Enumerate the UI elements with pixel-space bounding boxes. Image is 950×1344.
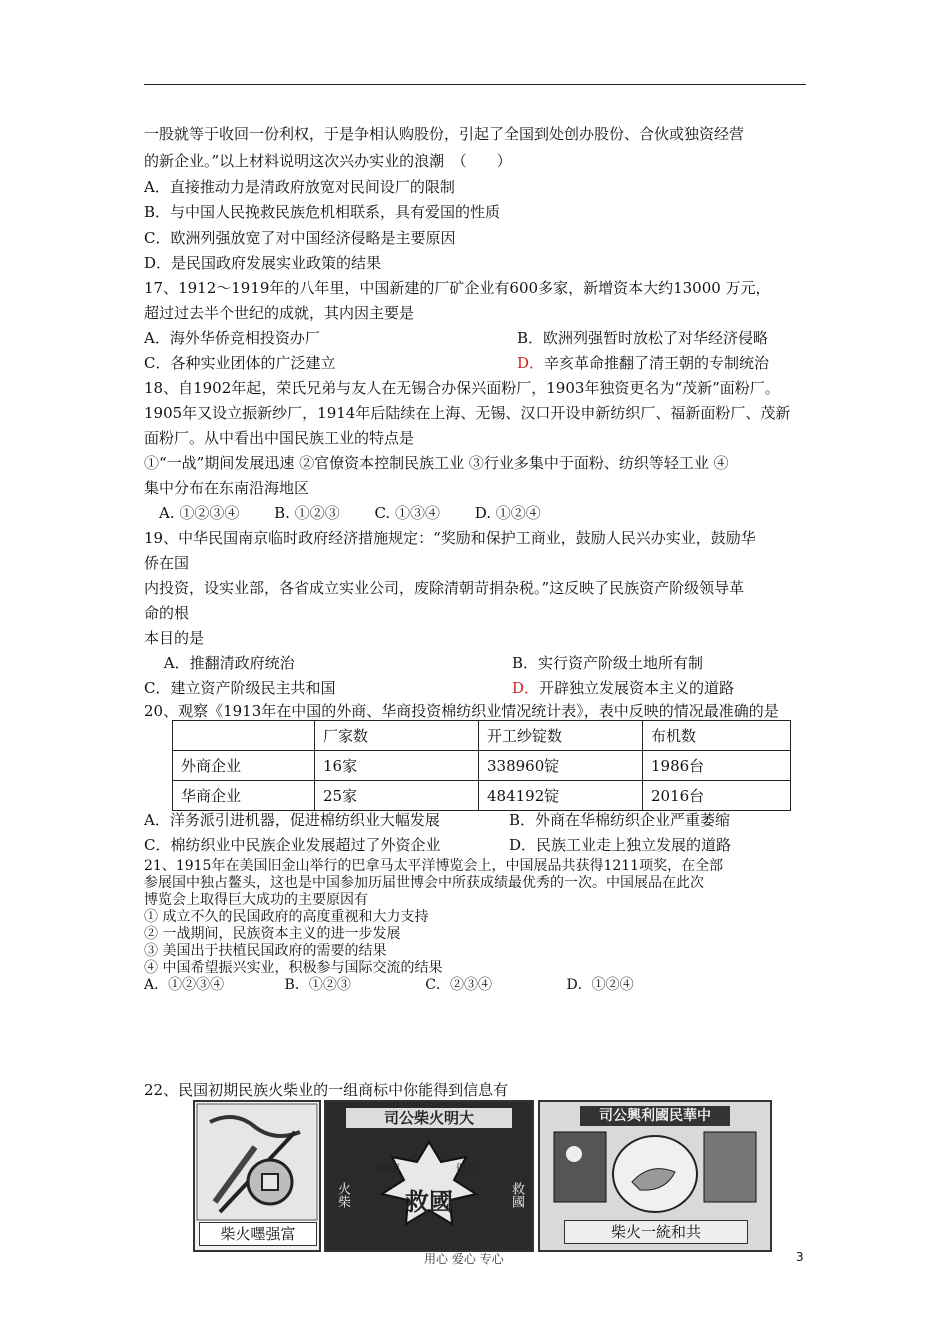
option-c: C．建立资产阶级民主共和国 [144, 679, 336, 697]
table-cell: 1986台 [643, 751, 791, 781]
question-21-item: ② 一战期间，民族资本主义的进一步发展 [144, 926, 401, 942]
star-burst-emblem [326, 1102, 532, 1252]
question-19-cont: 侨在国 [144, 554, 190, 572]
option-d: D．是民国政府发展实业政策的结果 [144, 254, 382, 272]
text-line: 一股就等于收回一份利权，于是争相认购股份，引起了全国到处创办股份、合伙或独资经营 [144, 125, 745, 143]
question-21-item: ③ 美国出于扶植民国政府的需要的结果 [144, 943, 387, 959]
option-a: A．推翻清政府统治 [144, 654, 295, 672]
question-18: 18、自1902年起，荣氏兄弟与友人在无锡合办保兴面粉厂，1903年独资更名为“茂新”面粉厂。 [144, 379, 780, 397]
page-number: 3 [796, 1250, 804, 1264]
match-label-image-1 [193, 1100, 321, 1252]
question-21-options: A．①②③④ B．①②③ C．②③④ D．①②④ [144, 977, 634, 993]
answer-mark: D． [517, 354, 545, 372]
label-center-text: 救國 [405, 1187, 453, 1216]
question-17: 17、1912～1919年的八年里，中国新建的厂矿企业有600多家，新增资本大约13000 万元， [144, 279, 771, 297]
option-a: A．洋务派引进机器，促进棉纺织业大幅发展 [144, 811, 440, 829]
question-21: 21、1915年在美国旧金山举行的巴拿马太平洋博览会上，中国展品共获得1211项奖，在全部 [144, 858, 724, 874]
question-19-cont: 内投资，设实业部，各省成立实业公司，废除清朝苛捐杂税。”这反映了民族资产阶级领导革 [144, 579, 745, 597]
table-header-cell: 厂家数 [315, 721, 479, 751]
table-cell: 484192锭 [479, 781, 643, 811]
label-side-text: 救國 [509, 1182, 524, 1208]
table-cell: 25家 [315, 781, 479, 811]
table-row [173, 781, 791, 811]
option-c: C．欧洲列强放宽了对中国经济侵略是主要原因 [144, 229, 456, 247]
label-banner: 司公興利國民華中 [580, 1106, 730, 1126]
question-18-options: A. ①②③④ B. ①②③ C. ①③④ D. ①②④ [144, 504, 541, 522]
option-b: B．实行资产阶级土地所有制 [512, 654, 704, 672]
question-18-items: ①“一战”期间发展迅速 ②官僚资本控制民族工业 ③行业多集中于面粉、纺织等轻工业 ④ [144, 454, 729, 472]
table-cell: 338960锭 [479, 751, 643, 781]
option-c: C．棉纺织业中民族企业发展超过了外资企业 [144, 836, 441, 854]
question-21-item: ① 成立不久的民国政府的高度重视和大力支持 [144, 909, 429, 925]
statistics-table [172, 720, 791, 811]
label-caption: 柴火嚜强富 [199, 1222, 317, 1246]
option-c: C．各种实业团体的广泛建立 [144, 354, 336, 372]
answer-mark: D． [512, 679, 540, 697]
question-21-cont: 博览会上取得巨大成功的主要原因有 [144, 892, 368, 908]
question-21-cont: 参展国中独占鳌头，这也是中国参加历届世博会中所获成绩最优秀的一次。中国展品在此次 [144, 875, 704, 891]
question-19: 19、中华民国南京临时政府经济措施规定：“奖励和保护工商业，鼓励人民兴办实业，鼓励华 [144, 529, 756, 547]
header-rule [144, 84, 806, 85]
table-cell: 2016台 [643, 781, 791, 811]
option-a: A．直接推动力是清政府放宽对民间设厂的限制 [144, 178, 455, 196]
question-18-items: 集中分布在东南沿海地区 [144, 479, 310, 497]
label-small-text: 冊註 [456, 1162, 478, 1175]
table-cell: 外商企业 [173, 751, 315, 781]
table-header-cell: 布机数 [643, 721, 791, 751]
label-small-text: 標商 [378, 1162, 400, 1175]
table-header-row [173, 721, 791, 751]
question-19-cont: 本目的是 [144, 629, 205, 647]
question-21-item: ④ 中国希望振兴实业，积极参与国际交流的结果 [144, 960, 443, 976]
option-b: B．外商在华棉纺织企业严重萎缩 [509, 811, 731, 829]
question-18-cont: 1905年又设立振新纱厂，1914年后陆续在上海、无锡、汉口开设申新纺织厂、福新面粉厂、茂新 [144, 404, 791, 422]
match-label-image-2 [324, 1100, 534, 1252]
table-row [173, 751, 791, 781]
label-side-text: 火柴 [335, 1182, 350, 1208]
label-caption: 柴火一統和共 [564, 1220, 748, 1244]
question-17-cont: 超过过去半个世纪的成就，其内因主要是 [144, 304, 415, 322]
page-footer: 用心 爱心 专心 [424, 1252, 504, 1266]
table-header-cell: 开工纱锭数 [479, 721, 643, 751]
option-text: 开辟独立发展资本主义的道路 [539, 679, 735, 697]
option-b: B．与中国人民挽救民族危机相联系，具有爱国的性质 [144, 203, 501, 221]
text-line: 的新企业。”以上材料说明这次兴办实业的浪潮 （ ） [144, 152, 512, 170]
option-d [512, 678, 734, 698]
table-cell: 16家 [315, 751, 479, 781]
question-19-cont: 命的根 [144, 604, 190, 622]
question-18-cont: 面粉厂。从中看出中国民族工业的特点是 [144, 429, 415, 447]
table-cell: 华商企业 [173, 781, 315, 811]
option-d: D．民族工业走上独立发展的道路 [509, 836, 732, 854]
option-d [517, 353, 769, 373]
match-label-image-3 [538, 1100, 772, 1252]
weapons-coin-emblem [195, 1102, 319, 1222]
option-a: A．海外华侨竞相投资办厂 [144, 329, 320, 347]
table-header-cell [173, 721, 315, 751]
option-text: 辛亥革命推翻了清王朝的专制统治 [544, 354, 770, 372]
label-banner: 司公柴火明大 [346, 1108, 512, 1128]
question-20: 20、观察《1913年在中国的外商、华商投资棉纺织业情况统计表》，表中反映的情况最准确的是 [144, 702, 779, 720]
option-b: B．欧洲列强暂时放松了对华经济侵略 [517, 329, 769, 347]
question-22: 22、民国初期民族火柴业的一组商标中你能得到信息有 [144, 1081, 509, 1099]
